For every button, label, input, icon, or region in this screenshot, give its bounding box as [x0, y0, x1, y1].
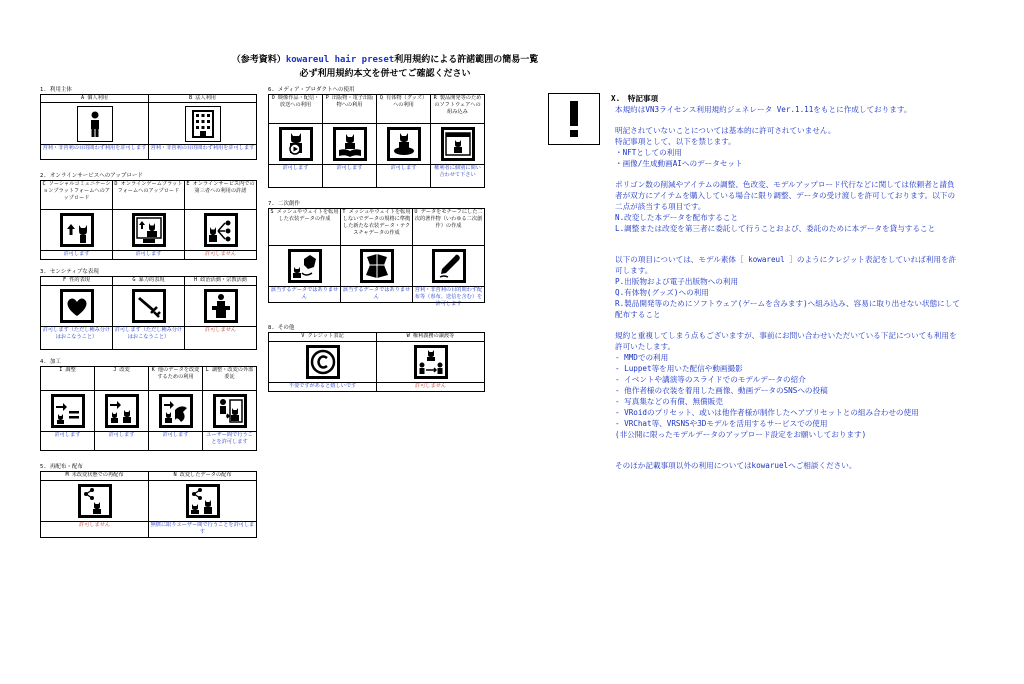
section-heading: 4. 加工 [40, 359, 61, 365]
video-icon [279, 127, 313, 161]
section-online-upload [40, 172, 257, 260]
section-media [268, 86, 485, 188]
page-title: （参考資料）kowareul hair preset利用規約による許諾範囲の簡易一覧 [231, 55, 539, 65]
page-subtitle: 必ず利用規約本文を併せてご確認ください [299, 69, 471, 79]
section-heading: 6. メディア・プロダクトへの使用 [268, 87, 355, 93]
book-icon [333, 127, 367, 161]
license-cell-g: G 暴力的表現 許可します（ただし種み分けはおこなうこと） [112, 277, 184, 349]
upload-avatar-icon [60, 213, 94, 247]
license-cell-p: P 出版物・電子出版物への利用 許可します [322, 95, 376, 187]
transfer-icon [414, 345, 448, 379]
license-cell-i: I 調整 許可します [41, 367, 94, 450]
sword-icon [132, 289, 166, 323]
license-cell-u: U データをモチーフにした二次的著作物（いわゆる二次創作）の作成 営利・非営利の目的問わず配布等（県布、送信を含む）を許可します [412, 209, 484, 302]
license-cell-c: C ソーシャルコミュニケーションプラットフォームへのアップロード 許可します [42, 181, 111, 257]
pen-icon [432, 249, 466, 283]
goods-icon [387, 127, 421, 161]
brand-name: kowareul hair preset [285, 55, 395, 65]
outsource-icon [213, 394, 247, 428]
license-cell-h: H 政治活動・宗教活動 許可しません [184, 277, 256, 349]
notes-paragraph: 本規約はVN3ライセンス利用規約ジェネレータ Ver.1.11をもとに作成しております。 [615, 105, 912, 114]
notes-paragraph: ポリゴン数の削減やアイテムの調整、色改変、モデルアップロード代行などに関しては依頼者と請負者が双方にアイテムを購入している場合に限り調整、データの受け渡しを許可しております。以下の二点が該当する項目です。 N.改変した本データを配布すること L.調整または改変を第三者に委託して行うことおよび、委託のために本データを貸与すること [615, 180, 956, 233]
section-redistribution [40, 463, 257, 538]
adjust-icon [51, 394, 85, 428]
license-cell-d: D オンラインゲームプラットフォームへのアップロード 許可します [112, 181, 184, 259]
section-sensitive [40, 268, 257, 350]
new-outfit-icon [360, 249, 394, 283]
upload-game-icon [132, 213, 166, 247]
person-icon [77, 106, 113, 142]
section-heading: 5. 再配布・配布 [40, 464, 83, 470]
copyright-icon [306, 345, 340, 379]
mesh-icon [288, 249, 322, 283]
use-for-modify-icon [159, 394, 193, 428]
notes-paragraph: 規約と重複してしまう点もございますが、事前にお問い合わせいただいている下記についても利用を許可いたします。 - MMDでの利用 - Luppet等を用いた配信や動画撮影 - イベントや講演等のスライドでのモデルデータの紹介 - 他作者様の衣装を着用した画像、動画データのSNSへの投稿 - 写真集などの有償、無償販売 - VRoidのプリセット、或いは他作者様が制作したヘアプリセットとの組み合わせの使用 - VRChat等、VRSNSや3Dモデルを活用するサービスでの使用 (非公開に限ったモデルデータのアップロード設定をお願いしております) [615, 331, 957, 439]
section-heading: 1. 利用主体 [40, 87, 72, 93]
exclamation-icon [548, 93, 600, 145]
section-usage-subject [40, 86, 257, 160]
notes-header: X. 特記事項 [611, 94, 659, 103]
podium-icon [204, 289, 238, 323]
notes-paragraph: そのほか記載事項以外の利用についてはkowaruelへご相談ください。 [615, 461, 857, 470]
section-derivative [268, 200, 485, 307]
license-cell-k: K 他のデータを改変するための利用 許可します [148, 367, 202, 450]
modify-icon [105, 394, 139, 428]
license-cell-b: B 法人利用 営利・非営利の目的問わず利用を許可します [148, 95, 256, 159]
license-cell-m: M 未改変状態での再配布 許可しません [41, 472, 148, 537]
license-cell-s: S メッシュやウェイトを転用した衣装データの作成 該当するデータではありません [270, 209, 339, 300]
heart-icon [60, 289, 94, 323]
distribute-modified-icon [186, 484, 220, 518]
license-cell-v: V クレジット表記 不要ですがあると嬉しいです [269, 333, 376, 391]
license-cell-j: J 改変 許可します [94, 367, 148, 450]
notes-paragraph: 明記されていないことについては基本的に許可されていません。 特記事項として、以下を禁じます。 ・NFTとしての利用 ・画像/生成動画AIへのデータセット [615, 126, 836, 168]
license-cell-a: A 個人利用 営利・非営利の目的問わず利用を許可します [42, 95, 147, 151]
section-heading: 7. 二次創作 [268, 201, 300, 207]
building-icon [185, 106, 221, 142]
license-cell-o: O 映像作品・配信・放送への利用 許可します [269, 95, 322, 187]
special-notes [611, 93, 960, 471]
notes-paragraph: 以下の項目については、モデル素体［ kowareul ］のようにクレジット表記をしていれば利用を許可します。 P.出版物および電子出版物への利用 Q.有体物(グッズ)への利用 R.製品開発等のためにソフトウェア(ゲームを含みます)へ組み込み、容易に取り出せない状態にして配布すること [615, 255, 960, 319]
redistribute-icon [78, 484, 112, 518]
license-cell-q: Q 有体物（グッズ）への利用 許可します [376, 95, 430, 187]
license-cell-l: L 調整・改変の外部委託 ユーザー間で行うことを許可します [202, 367, 256, 450]
license-cell-t: T メッシュやウェイトを転用しないでデータの規格に準拠した新たな衣装データ・テクスチャデータの作成 該当するデータではありません [340, 209, 412, 302]
license-cell-n: N 改変したデータの配布 無償に限りユーザー間で行うことを許可します [148, 472, 256, 537]
license-cell-w: W 権利義務の譲渡等 許可しません [376, 333, 484, 391]
share-third-party-icon [204, 213, 238, 247]
license-cell-r: R 製品開発等のためのソフトウェアへの組み込み 権利者に個別に問い合わせて下さい [430, 95, 484, 187]
section-heading: 3. センシティブな表現 [40, 269, 99, 275]
license-cell-e: E オンラインサービス内での第三者への利用の許諾 許可しません [184, 181, 256, 259]
license-cell-f: F 性的表現 許可します（ただし種み分けはおこなうこと） [42, 277, 111, 340]
software-icon [441, 127, 475, 161]
section-heading: 2. オンラインサービスへのアップロード [40, 173, 143, 179]
section-processing [40, 358, 257, 451]
section-other [268, 324, 485, 392]
section-heading: 8. その他 [268, 325, 295, 331]
